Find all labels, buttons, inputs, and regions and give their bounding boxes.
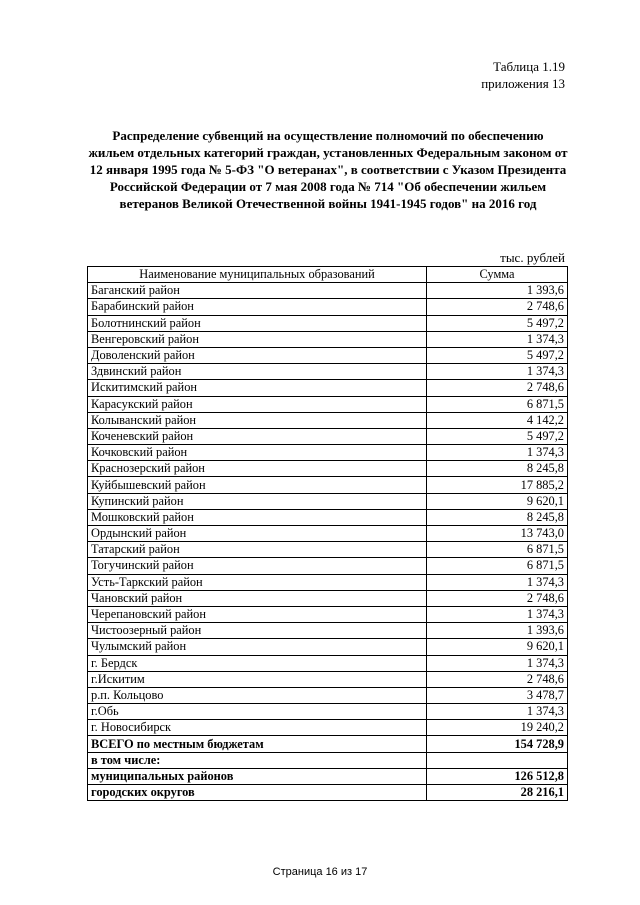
table-row (88, 623, 568, 639)
table-row (88, 299, 568, 315)
subsidy-amount: 5 497,2 (427, 347, 568, 363)
table-row (88, 671, 568, 687)
district-name: Мошковский район (88, 509, 427, 525)
district-name: Усть-Таркский район (88, 574, 427, 590)
subsidy-amount: 1 374,3 (427, 655, 568, 671)
subtotal-row (88, 768, 568, 784)
district-name: Здвинский район (88, 364, 427, 380)
subsidy-amount: 6 871,5 (427, 396, 568, 412)
subsidy-amount: 6 871,5 (427, 558, 568, 574)
district-name: Баганский район (88, 283, 427, 299)
subtotal-row (88, 785, 568, 801)
column-header-name: Наименование муниципальных образований (88, 267, 427, 283)
table-row (88, 445, 568, 461)
subsidy-amount: 6 871,5 (427, 542, 568, 558)
district-name: в том числе: (88, 752, 427, 768)
subsidy-amount: 19 240,2 (427, 720, 568, 736)
units-label: тыс. рублей (500, 250, 565, 265)
district-name: Татарский район (88, 542, 427, 558)
district-name: г.Искитим (88, 671, 427, 687)
district-name: муниципальных районов (88, 768, 427, 784)
table-row (88, 364, 568, 380)
appendix-number: приложения 13 (481, 76, 565, 91)
subsidy-amount: 13 743,0 (427, 526, 568, 542)
district-name: Карасукский район (88, 396, 427, 412)
subsidy-amount: 8 245,8 (427, 461, 568, 477)
district-name: Краснозерский район (88, 461, 427, 477)
subsidy-amount: 1 393,6 (427, 623, 568, 639)
table-row (88, 590, 568, 606)
district-name: г.Обь (88, 704, 427, 720)
table-row (88, 477, 568, 493)
subsidy-amount: 1 374,3 (427, 445, 568, 461)
district-name: городских округов (88, 785, 427, 801)
subsidy-amount: 28 216,1 (427, 785, 568, 801)
district-name: Колыванский район (88, 412, 427, 428)
table-row (88, 396, 568, 412)
subsidy-amount: 1 374,3 (427, 364, 568, 380)
table-row (88, 687, 568, 703)
district-name: Чулымский район (88, 639, 427, 655)
district-name: Черепановский район (88, 606, 427, 622)
district-name: Кочковский район (88, 445, 427, 461)
district-name: Тогучинский район (88, 558, 427, 574)
table-row (88, 380, 568, 396)
column-header-sum: Сумма (427, 267, 568, 283)
table-row (88, 461, 568, 477)
subsidy-amount: 2 748,6 (427, 590, 568, 606)
table-row (88, 606, 568, 622)
table-row (88, 493, 568, 509)
subsidy-amount: 2 748,6 (427, 299, 568, 315)
subsidy-amount: 1 374,3 (427, 331, 568, 347)
table-row (88, 428, 568, 444)
table-row (88, 509, 568, 525)
subsidy-amount: 5 497,2 (427, 315, 568, 331)
table-row (88, 574, 568, 590)
district-name: Чистоозерный район (88, 623, 427, 639)
district-name: Доволенский район (88, 347, 427, 363)
table-number: Таблица 1.19 (493, 59, 565, 74)
subsidy-amount: 154 728,9 (427, 736, 568, 752)
district-name: г. Новосибирск (88, 720, 427, 736)
district-name: г. Бердск (88, 655, 427, 671)
district-name: Куйбышевский район (88, 477, 427, 493)
document-title: Распределение субвенций на осуществление полномочий по обеспечению жильем отдельных категорий граждан, установленных Федеральным законом от 12 января 1995 года № 5-ФЗ "О ветеранах", в соответствии с Указом Президента Российской Федерации от 7 мая 2008 года № 714 "Об обеспечении жильем ветеранов Великой Отечественной войны 1941-1945 годов" на 2016 год (88, 128, 568, 211)
subsidy-amount: 1 374,3 (427, 574, 568, 590)
subsidy-amount: 2 748,6 (427, 671, 568, 687)
subsidy-amount: 17 885,2 (427, 477, 568, 493)
district-name: Искитимский район (88, 380, 427, 396)
subsidy-amount: 9 620,1 (427, 639, 568, 655)
table-row (88, 655, 568, 671)
table-reference (481, 58, 565, 92)
table-row (88, 542, 568, 558)
table-row (88, 315, 568, 331)
distribution-table (87, 266, 568, 801)
total-row (88, 736, 568, 752)
table-row (88, 526, 568, 542)
table-row (88, 283, 568, 299)
subsidy-amount: 1 393,6 (427, 283, 568, 299)
subsidy-amount: 8 245,8 (427, 509, 568, 525)
district-name: Ордынский район (88, 526, 427, 542)
table-header-row (88, 267, 568, 283)
subsidy-amount: 2 748,6 (427, 380, 568, 396)
table-row (88, 331, 568, 347)
district-name: Чановский район (88, 590, 427, 606)
including-row (88, 752, 568, 768)
district-name: Купинский район (88, 493, 427, 509)
table-row (88, 704, 568, 720)
district-name: ВСЕГО по местным бюджетам (88, 736, 427, 752)
subsidy-amount: 3 478,7 (427, 687, 568, 703)
table-row (88, 720, 568, 736)
subsidy-amount: 1 374,3 (427, 704, 568, 720)
subsidy-amount: 126 512,8 (427, 768, 568, 784)
subsidy-amount: 4 142,2 (427, 412, 568, 428)
district-name: Венгеровский район (88, 331, 427, 347)
district-name: Коченевский район (88, 428, 427, 444)
district-name: Болотнинский район (88, 315, 427, 331)
table-row (88, 639, 568, 655)
subsidy-amount: 1 374,3 (427, 606, 568, 622)
table-row (88, 347, 568, 363)
page-footer: Страница 16 из 17 (272, 866, 368, 878)
subsidy-amount: 5 497,2 (427, 428, 568, 444)
subsidy-amount: 9 620,1 (427, 493, 568, 509)
table-row (88, 558, 568, 574)
district-name: Барабинский район (88, 299, 427, 315)
table-row (88, 412, 568, 428)
district-name: р.п. Кольцово (88, 687, 427, 703)
subsidy-amount (427, 752, 568, 768)
